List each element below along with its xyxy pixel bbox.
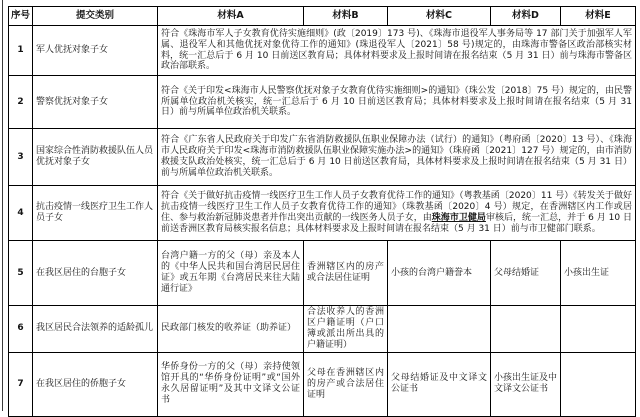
row-5-no: 5: [9, 241, 33, 306]
row-4-material: [158, 186, 636, 241]
header-material-a: 材料A: [158, 7, 304, 26]
row-5-material-c: 小孩的台湾户籍誊本: [388, 241, 491, 306]
row-5-material-a: 台湾户籍一方的父（母）亲及本人的《中华人民共和国台湾居民居住证》或五年期《台湾居民来往大陆通行证》: [158, 241, 304, 306]
row-7-material-b: 父母在香洲辖区内的房产或合法居住证明: [304, 352, 388, 416]
row-1-no: 1: [9, 26, 33, 76]
header-material-c: 材料C: [388, 7, 491, 26]
row-3-no: 3: [9, 129, 33, 186]
row-1-category: 军人优抚对象子女: [33, 26, 158, 76]
row-5-material-d: 父母结婚证: [491, 241, 561, 306]
table-row: [9, 76, 636, 129]
row-6-category: 我区居民合法领养的适龄孤儿: [33, 306, 158, 353]
row-4-material-highlight: 珠海市卫健局: [431, 213, 486, 223]
row-4-material-pre: 符合《关于做好抗击疫情一线医疗卫生工作人员子女教育优待工作的通知》（粤教基函〔2020〕11 号）《转发关于做好抗击疫情一线医疗卫生工作人员子女教育优待工作的通知》（珠教基函〔2020〕4 号）规定，在香洲辖区内工作或居住、参与救治新冠肺炎患者并作出突出贡献的一线医务人员子女，由: [161, 191, 632, 223]
row-4-no: 4: [9, 186, 33, 241]
header-material-d: 材料D: [491, 7, 561, 26]
row-6-material-c: [388, 306, 491, 353]
table-row: [9, 241, 636, 306]
row-5-material-e: 小孩出生证: [561, 241, 636, 306]
row-7-material-e: [561, 352, 636, 416]
row-2-material: 符合《关于印发<珠海市人民警察优抚对象子女教育优待实施细则>的通知》（珠公发〔2018〕75 号）规定的，由民警所属单位政治机关核实，统一汇总后于 6 月 10 日前送区教育局；具体材料要求及上报时间请在报名结束（5 月 31 日）前与所属单位政治机关联系。: [158, 76, 636, 129]
row-4-material-post: 审核后，统一汇总，并于 6 月 10 日前送香洲区教育局核实报名信息；具体材料要求及上报时间请在报名结束（5 月 31 日）前与市卫健部门联系。: [161, 213, 632, 234]
row-5-material-b: 香洲辖区内的房产或合法居住证明: [304, 241, 388, 306]
row-7-category: 在我区居住的侨胞子女: [33, 352, 158, 416]
header-no: 序号: [9, 7, 33, 26]
header-material-b: 材料B: [304, 7, 388, 26]
row-7-material-a: 华侨身份一方的父（母）亲持使领馆开具的“华侨身份证明”或“国外永久居留证明”及其中文译文公证书: [158, 352, 304, 416]
row-6-material-d: [491, 306, 561, 353]
row-6-material-b: 合法收养人的香洲区户籍证明（户口簿或派出所出具的户籍证明）: [304, 306, 388, 353]
row-5-category: 在我区居住的台胞子女: [33, 241, 158, 306]
row-4-category: 抗击疫情一线医疗卫生工作人员子女: [33, 186, 158, 241]
row-7-material-c: 父母结婚证及中文译文公证书: [388, 352, 491, 416]
row-6-material-e: [561, 306, 636, 353]
row-3-material: 符合《广东省人民政府关于印发广东省消防救援队伍职业保障办法（试行）的通知》（粤府函〔2020〕13 号）、《珠海市人民政府关于印发<珠海市消防救援队伍职业保障实施办法>的通知》（珠府函〔2021〕127 号）规定的，由市消防救援支队政治处核实，统一汇总后于 6 月 10 日前送区教育局，具体材料要求及上报时间请在报名结束（5 月 31 日）前与所属单位政治机关联系。: [158, 129, 636, 186]
table-row: [9, 186, 636, 241]
page-left-border: [2, 0, 3, 411]
materials-table: [8, 6, 636, 417]
table-row: [9, 129, 636, 186]
table-row: [9, 306, 636, 353]
row-6-no: 6: [9, 306, 33, 353]
table-row: [9, 352, 636, 416]
row-3-category: 国家综合性消防救援队伍人员优抚对象子女: [33, 129, 158, 186]
row-6-material-a: 民政部门核发的收养证（助养证）: [158, 306, 304, 353]
row-7-no: 7: [9, 352, 33, 416]
row-2-category: 警察优抚对象子女: [33, 76, 158, 129]
table-row: [9, 26, 636, 76]
header-category: 提交类别: [33, 7, 158, 26]
row-1-material: 符合《珠海市军人子女教育优待实施细则》(政〔2019〕173 号)、《珠海市退役军人事务局等 17 部门关于加强军人军属、退役军人和其他优抚对象优待工作的通知》(珠退役军人〔2021〕58 号)规定的，由珠海市警备区政治部核实材料，统一汇总后于 6 月 10 日前送区教育局；具体材料要求及上报时间请在报名结束（5 月 31 日）前与珠海市警备区政治部联系。: [158, 26, 636, 76]
header-row: [9, 7, 636, 26]
row-7-material-d: 小孩出生证及中文译文公证书: [491, 352, 561, 416]
row-2-no: 2: [9, 76, 33, 129]
header-material-e: 材料E: [561, 7, 636, 26]
